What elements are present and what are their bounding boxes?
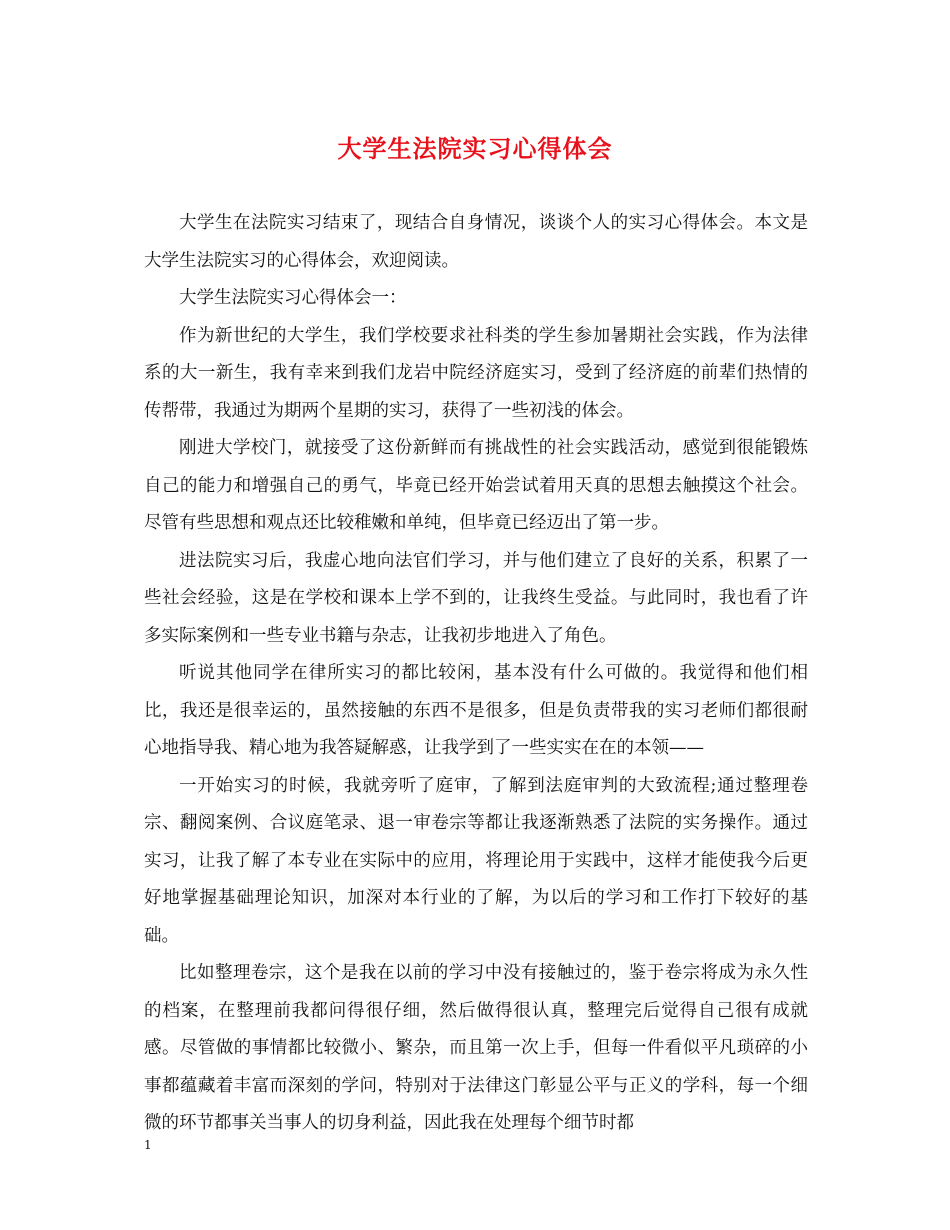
paragraph: 大学生在法院实习结束了，现结合自身情况，谈谈个人的实习心得体会。本文是大学生法院实习的心得体会，欢迎阅读。: [144, 213, 808, 271]
paragraph: 进法院实习后，我虚心地向法官们学习，并与他们建立了良好的关系，积累了一些社会经验，这是在学校和课本上学不到的，让我终生受益。与此同时，我也看了许多实际案例和一些专业书籍与杂志，让我初步地进入了角色。: [144, 550, 808, 646]
document-body: [144, 205, 808, 1143]
paragraph: 作为新世纪的大学生，我们学校要求社科类的学生参加暑期社会实践，作为法律系的大一新生，我有幸来到我们龙岩中院经济庭实习，受到了经济庭的前辈们热情的传帮带，我通过为期两个星期的实习，获得了一些初浅的体会。: [144, 325, 808, 421]
document-title: 大学生法院实习心得体会: [337, 134, 613, 163]
page-number: 1: [144, 1138, 152, 1152]
paragraph: 刚进大学校门，就接受了这份新鲜而有挑战性的社会实践活动，感觉到很能锻炼自己的能力和增强自己的勇气，毕竟已经开始尝试着用天真的思想去触摸这个社会。尽管有些思想和观点还比较稚嫩和单纯，但毕竟已经迈出了第一步。: [144, 438, 808, 533]
paragraph: 比如整理卷宗，这个是我在以前的学习中没有接触过的，鉴于卷宗将成为永久性的档案，在整理前我都问得很仔细，然后做得很认真，整理完后觉得自己很有成就感。尽管做的事情都比较微小、繁杂，而且第一次上手，但每一件看似平凡琐碎的小事都蕴藏着丰富而深刻的学问，特别对于法律这门彰显公平与正义的学科，每一个细微的环节都事关当事人的切身利益，因此我在处理每个细节时都: [144, 963, 808, 1133]
paragraph: 听说其他同学在律所实习的都比较闲，基本没有什么可做的。我觉得和他们相比，我还是很幸运的，虽然接触的东西不是很多，但是负责带我的实习老师们都很耐心地指导我、精心地为我答疑解惑，让我学到了一些实实在在的本领——: [144, 663, 808, 758]
paragraph: 大学生法院实习心得体会一：: [179, 288, 407, 308]
paragraph: 一开始实习的时候，我就旁听了庭审，了解到法庭审判的大致流程;通过整理卷宗、翻阅案例、合议庭笔录、退一审卷宗等都让我逐渐熟悉了法院的实务操作。通过实习，让我了解了本专业在实际中的应用，将理论用于实践中，这样才能使我今后更好地掌握基础理论知识，加深对本行业的了解，为以后的学习和工作打下较好的基础。: [144, 775, 808, 946]
